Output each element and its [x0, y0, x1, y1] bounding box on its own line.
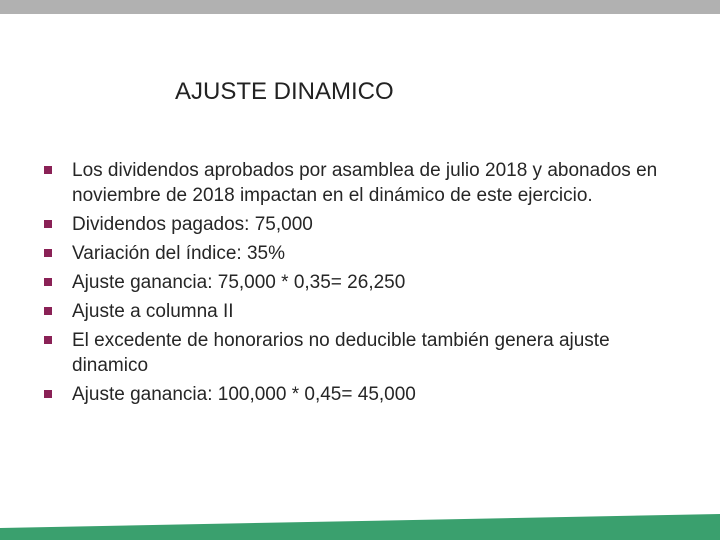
top-bar: [0, 0, 720, 14]
slide-title: AJUSTE DINAMICO: [175, 78, 394, 105]
bullet-item: [44, 270, 684, 295]
bullet-list: [44, 158, 684, 411]
bullet-text: Ajuste ganancia: 75,000 * 0,35= 26,250: [72, 272, 406, 293]
square-bullet-icon: [44, 220, 52, 228]
bullet-text: Ajuste a columna II: [72, 301, 234, 322]
square-bullet-icon: [44, 390, 52, 398]
bullet-item: [44, 158, 684, 208]
bullet-text: El excedente de honorarios no deducible también genera ajuste dinamico: [72, 330, 610, 376]
square-bullet-icon: [44, 336, 52, 344]
bullet-text: Variación del índice: 35%: [72, 243, 285, 264]
bullet-item: [44, 299, 684, 324]
footer-band: [0, 506, 720, 540]
square-bullet-icon: [44, 166, 52, 174]
bullet-item: [44, 382, 684, 407]
square-bullet-icon: [44, 278, 52, 286]
bullet-text: Dividendos pagados: 75,000: [72, 214, 313, 235]
footer-green-wedge: [0, 514, 720, 540]
bullet-item: [44, 212, 684, 237]
bullet-text: Ajuste ganancia: 100,000 * 0,45= 45,000: [72, 384, 416, 405]
bullet-item: [44, 241, 684, 266]
bullet-text: Los dividendos aprobados por asamblea de julio 2018 y abonados en noviembre de 2018 impactan en el dinámico de este ejercicio.: [72, 160, 658, 206]
bullet-item: [44, 328, 684, 378]
square-bullet-icon: [44, 249, 52, 257]
square-bullet-icon: [44, 307, 52, 315]
